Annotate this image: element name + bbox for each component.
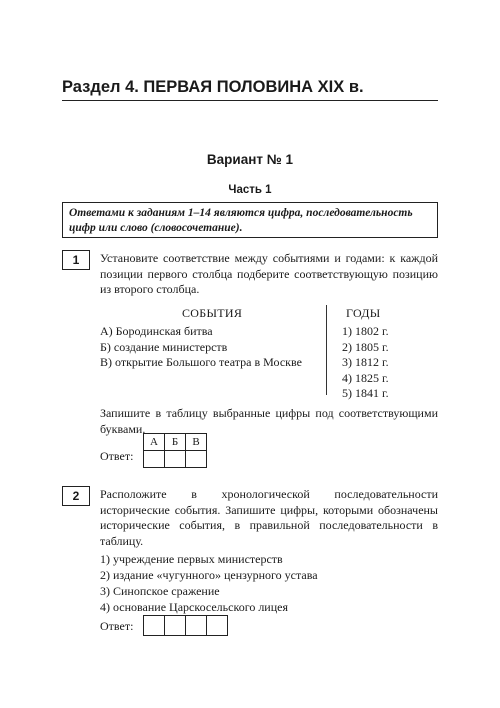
year-item: 3) 1812 г. [342,355,389,369]
answer-cell[interactable] [165,616,186,636]
answer-cell-b[interactable] [165,451,186,468]
answer-label-2: Ответ: [100,619,134,633]
sequence-item: 4) основание Царскосельского лицея [100,600,288,614]
event-item: А) Бородинская битва [100,324,213,338]
events-column-header: СОБЫТИЯ [182,306,243,320]
answer-table-2 [143,615,228,636]
part-title: Часть 1 [228,184,272,196]
year-item: 4) 1825 г. [342,371,389,385]
answer-label-1: Ответ: [100,449,134,463]
answer-header-b: Б [165,434,186,451]
year-item: 2) 1805 г. [342,340,389,354]
task-1-note: Запишите в таблицу выбранные цифры под соответствующими буквами. [100,406,438,436]
instruction-box: Ответами к заданиям 1–14 являются цифра, последовательность цифр или слово (словосочетание). [62,202,438,238]
answer-cell[interactable] [144,616,165,636]
year-item: 5) 1841 г. [342,386,389,400]
event-item: Б) создание министерств [100,340,228,354]
answer-header-v: В [186,434,207,451]
variant-title: Вариант № 1 [206,152,294,167]
task-2-text: Расположите в хронологической последовательности исторические события. Запишите цифры, которыми обозначены исторические события, в правильной последовательности в таблицу. [100,487,438,548]
answer-cell[interactable] [186,616,207,636]
answer-cell-a[interactable] [144,451,165,468]
section-title: Раздел 4. ПЕРВАЯ ПОЛОВИНА XIX в. [62,78,364,96]
section-rule [62,100,438,101]
sequence-item: 1) учреждение первых министерств [100,552,283,566]
sequence-item: 3) Синопское сражение [100,584,220,598]
answer-cell-v[interactable] [186,451,207,468]
task-number-2: 2 [62,486,90,506]
answer-header-a: А [144,434,165,451]
task-number-1: 1 [62,250,90,270]
year-item: 1) 1802 г. [342,324,389,338]
event-item: В) открытие Большого театра в Москве [100,355,302,369]
answer-table-1 [143,433,207,468]
task-1-text: Установите соответствие между событиями и годами: к каждой позиции первого столбца подберите соответствующую позицию из второго столбца. [100,251,438,296]
answer-cell[interactable] [207,616,228,636]
sequence-item: 2) издание «чугунного» цензурного устава [100,568,318,582]
column-divider [326,305,327,395]
years-column-header: ГОДЫ [346,306,381,320]
